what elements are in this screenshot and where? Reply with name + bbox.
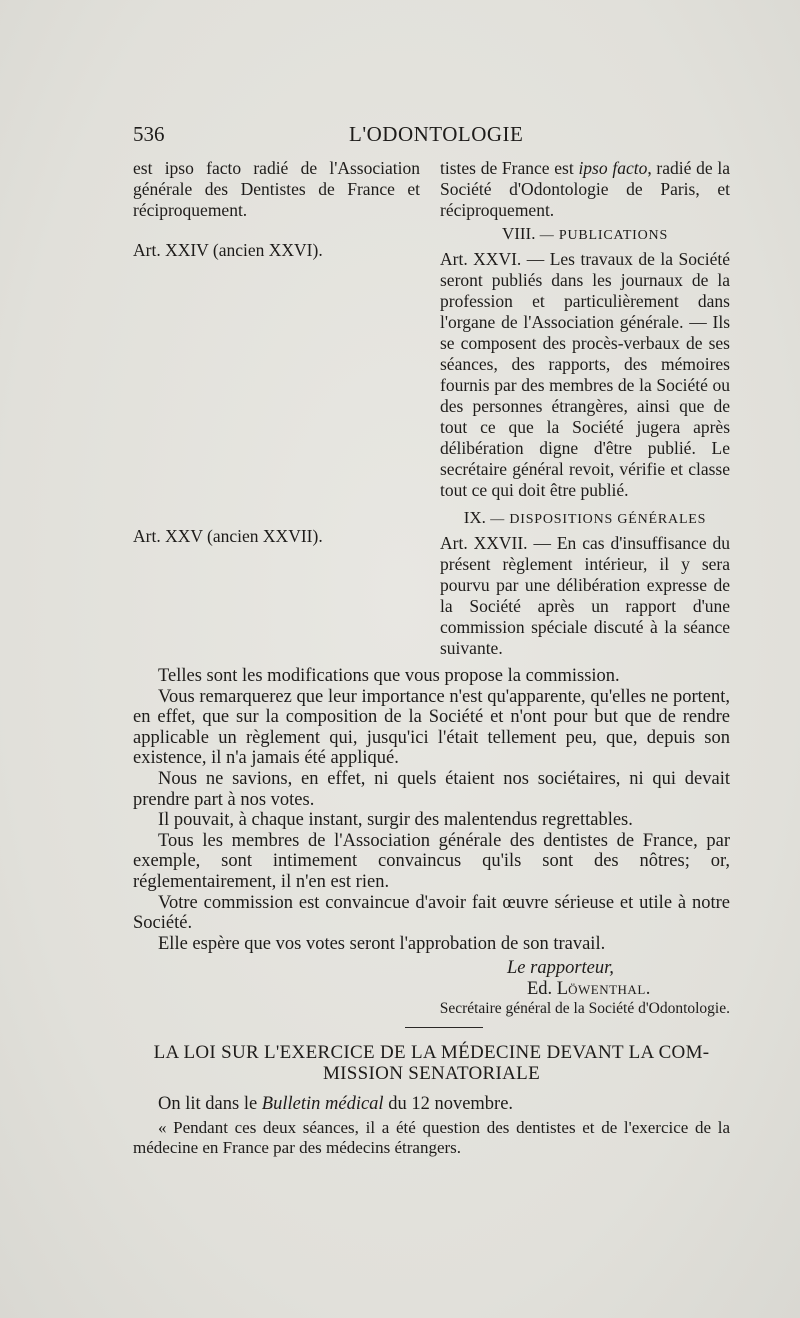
body-paragraph: Il pouvait, à chaque instant, surgir des malentendus regrettables. xyxy=(158,810,633,831)
body-paragraph: Vous remarquerez que leur importance n'est qu'apparente, qu'elles ne portent, en effet, que sur la composition de la Société et n'ont pour but que de rendre applicable un règlement qui, jusqu'ici l'était tellement peu, que, depuis son existence, il n'a jamais été appliqué. xyxy=(133,686,730,769)
left-column xyxy=(133,158,420,546)
signature-role: Le rapporteur, xyxy=(507,958,614,978)
lead-post: du 12 novembre. xyxy=(383,1094,514,1114)
quote-paragraph xyxy=(133,1118,730,1158)
section-divider xyxy=(405,1027,483,1028)
page-number: 536 xyxy=(133,122,165,146)
article-24-label: Art. XXIV (ancien XXVI). xyxy=(133,240,323,260)
section-8-title: — PUBLICATIONS xyxy=(539,228,669,243)
signature-name-rest: öwenthal. xyxy=(568,979,651,999)
lead-pre: On lit dans le xyxy=(158,1094,262,1114)
body-paragraph: Votre commission est convaincue d'avoir fait œuvre sérieuse et utile à notre Société. xyxy=(133,892,730,934)
article-25-label: Art. XXV (ancien XXVII). xyxy=(133,526,323,546)
article-heading-line-2: MISSION SENATORIALE xyxy=(322,1063,540,1084)
signature-name-prefix: Ed. L xyxy=(527,979,569,999)
report-body xyxy=(133,666,730,954)
right-column xyxy=(440,158,730,659)
article-27-text: Art. XXVII. — En cas d'insuffisance du présent règlement intérieur, il y sera pourvu par une délibération expresse de la Société après un rapport d'une commission spéciale discuté à la séance suivante. xyxy=(440,533,730,658)
article-heading-line-1: LA LOI SUR L'EXERCICE DE LA MÉDECINE DEVANT LA COM- xyxy=(153,1042,710,1063)
right-opening-text xyxy=(440,158,730,221)
body-paragraph: Nous ne savions, en effet, ni quels étaient nos sociétaires, ni qui devait prendre part à nos votes. xyxy=(133,768,730,810)
left-opening-text xyxy=(133,158,420,221)
section-8-heading xyxy=(440,223,730,246)
lead-paragraph xyxy=(133,1093,730,1115)
section-9-title: — DISPOSITIONS GÉNÉRALES xyxy=(490,512,707,527)
article-heading xyxy=(133,1042,730,1084)
article-26-text: Art. XXVI. — Les travaux de la Société seront publiés dans les journaux de la profession et particulièrement dans l'organe de l'Association générale. — Ils se composent des procès-verbaux de ses séances, des rapports, des mémoires fournis par des membres de la Société ou des personnes étrangères, ainsi que de tout ce que la Société jugera après délibération digne d'être publié. Le secrétaire général revoit, vérifie et classe tout ce qui doit être publié. xyxy=(440,249,730,500)
lead-italic: Bulletin médical xyxy=(261,1094,384,1114)
left-opening-lines: est ipso facto radié de l'Association générale des Dentistes de France et réciproquement. xyxy=(133,158,420,220)
signature-title: Secrétaire général de la Société d'Odontologie. xyxy=(439,1000,730,1017)
running-head xyxy=(133,122,729,148)
section-8-number: VIII. xyxy=(501,224,536,243)
section-9-heading xyxy=(440,507,730,530)
body-paragraph: Tous les membres de l'Association générale des dentistes de France, par exemple, sont intimement convaincus qu'ils sont des nôtres; or, réglementairement, il n'en est rien. xyxy=(133,830,730,892)
body-paragraph: Elle espère que vos votes seront l'approbation de son travail. xyxy=(158,933,606,954)
body-paragraph: Telles sont les modifications que vous propose la commission. xyxy=(158,666,620,686)
signature-name xyxy=(527,979,651,1000)
section-9-number: IX. xyxy=(463,508,486,527)
quote-text: « Pendant ces deux séances, il a été question des dentistes et de l'exercice de la médecine en France par des médecins étrangers. xyxy=(133,1118,730,1157)
right-opening-italic: ipso facto xyxy=(578,158,648,178)
right-opening-post: , radié de la Société d'Odontologie de Paris, et réciproquement. xyxy=(440,158,730,220)
lead-line xyxy=(133,1093,730,1115)
right-opening-pre: tistes de France est xyxy=(440,158,579,178)
journal-title: L'ODONTOLOGIE xyxy=(349,122,524,146)
